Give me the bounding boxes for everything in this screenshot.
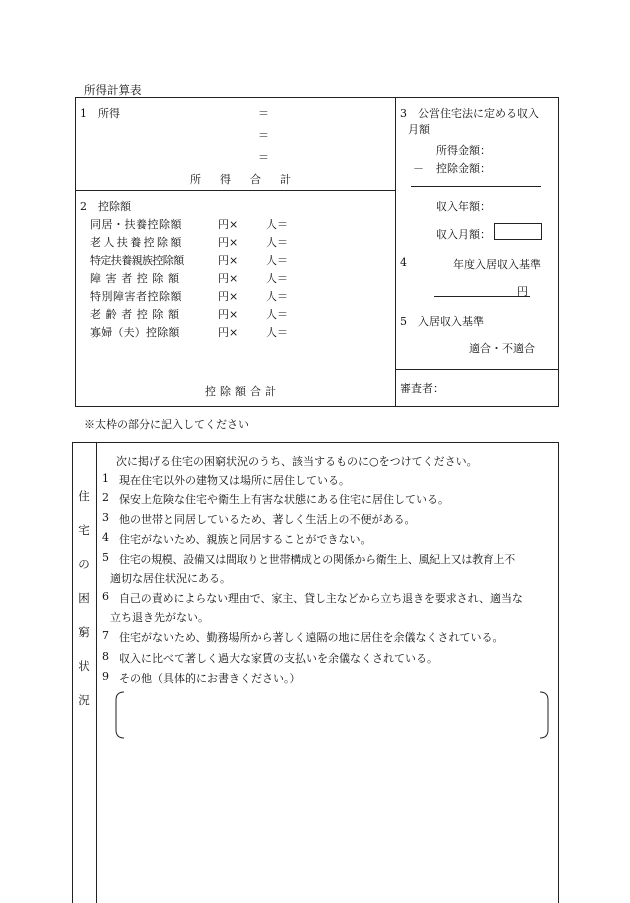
public-housing-heading: 3 公営住宅法に定める収入 bbox=[400, 107, 539, 120]
hardship-item-num: 7 bbox=[102, 629, 109, 642]
deduction-count: 人＝ bbox=[266, 326, 288, 339]
hardship-item-text[interactable]: 住宅の規模、設備又は間取りと世帯構成との関係から衛生上、風紀上又は教育上不 bbox=[119, 553, 515, 566]
deduction-count: 人＝ bbox=[266, 218, 288, 231]
hardship-item-num: 6 bbox=[102, 590, 109, 603]
hardship-item-num: 9 bbox=[102, 670, 109, 683]
table-divider-vertical bbox=[395, 97, 396, 407]
hardship-item-text[interactable]: 自己の責めによらない理由で、家主、貸し主などから立ち退きを要求され、適当な bbox=[119, 592, 523, 605]
deduction-amount-label: 控除金額： bbox=[436, 162, 491, 175]
hardship-item-text[interactable]: 住宅がないため、勤務場所から著しく遠隔の地に居住を余儀なくされている。 bbox=[119, 631, 504, 644]
deduction-count: 人＝ bbox=[266, 308, 288, 321]
reviewer-label: 審査者： bbox=[400, 382, 444, 395]
table-divider-left bbox=[75, 190, 395, 191]
suitability-result[interactable]: 適合・不適合 bbox=[469, 342, 535, 355]
deduction-label: 特別障害者控除額 bbox=[90, 290, 182, 303]
hardship-item-text[interactable]: 保安上危険な住宅や衛生上有害な状態にある住宅に居住している。 bbox=[119, 493, 449, 506]
standard-label: 年度入居収入基準 bbox=[453, 258, 541, 271]
hardship-side-label-char: 困 bbox=[78, 591, 90, 605]
hardship-item-text[interactable]: その他（具体的にお書きください。） bbox=[119, 672, 301, 685]
deduction-unit: 円× bbox=[218, 218, 239, 231]
fill-in-note: ※太枠の部分に記入してください bbox=[84, 418, 249, 431]
hardship-item-text[interactable]: 収入に比べて著しく過大な家賃の支払いを余儀なくされている。 bbox=[119, 652, 438, 665]
deduction-unit: 円× bbox=[218, 308, 239, 321]
deduction-label: 老人扶養控除額 bbox=[90, 236, 184, 249]
income-eq-3: ＝ bbox=[258, 151, 269, 164]
hardship-item-text-cont: 立ち退き先がない。 bbox=[110, 611, 209, 624]
hardship-table-right bbox=[558, 442, 559, 903]
annual-income-label: 収入年額： bbox=[436, 200, 491, 213]
public-housing-heading-cont: 月額 bbox=[408, 123, 430, 136]
standard-yen: 円 bbox=[517, 285, 528, 298]
form-title: 所得計算表 bbox=[84, 83, 142, 97]
deductions-heading: 2 控除額 bbox=[80, 200, 131, 213]
deductions-total-label: 控除額合計 bbox=[205, 385, 280, 398]
hardship-side-label-char: 窮 bbox=[78, 625, 90, 639]
hardship-item-text[interactable]: 住宅がないため、親族と同居することができない。 bbox=[119, 533, 372, 546]
income-eq-1: ＝ bbox=[258, 107, 269, 120]
hardship-side-label-char: 状 bbox=[78, 659, 90, 673]
hardship-item-num: 3 bbox=[102, 511, 109, 524]
hardship-item-text[interactable]: 他の世帯と同居しているため、著しく生活上の不便がある。 bbox=[119, 513, 416, 526]
deduction-label: 同居・扶養控除額 bbox=[90, 218, 182, 231]
hardship-table-left bbox=[72, 442, 73, 903]
hardship-table-top bbox=[72, 442, 559, 443]
deduction-label: 特定扶養親族控除額 bbox=[90, 254, 184, 267]
hardship-item-text-cont: 適切な居住状況にある。 bbox=[110, 572, 231, 585]
standard-amount-line bbox=[434, 296, 530, 297]
deduction-count: 人＝ bbox=[266, 254, 288, 267]
table-divider-right bbox=[395, 369, 559, 370]
hardship-side-label-char: 宅 bbox=[78, 523, 90, 537]
income-eq-2: ＝ bbox=[258, 129, 269, 142]
deduction-unit: 円× bbox=[218, 254, 239, 267]
income-total-label: 所 得 合 計 bbox=[190, 173, 295, 186]
standard-num: 4 bbox=[400, 256, 407, 269]
right-bracket-icon bbox=[540, 692, 548, 738]
deduction-unit: 円× bbox=[218, 326, 239, 339]
deduction-label: 寡婦（夫）控除額 bbox=[90, 326, 180, 339]
hardship-item-num: 4 bbox=[102, 531, 109, 544]
other-details-field[interactable] bbox=[112, 690, 552, 742]
subtraction-line bbox=[411, 186, 541, 187]
monthly-income-label: 収入月額： bbox=[436, 228, 491, 241]
deduction-label: 老齢者控除額 bbox=[90, 308, 184, 321]
hardship-item-num: 2 bbox=[102, 491, 109, 504]
hardship-side-label-char: 住 bbox=[78, 489, 90, 503]
standard5-heading: 5 入居収入基準 bbox=[400, 315, 484, 328]
left-bracket-icon bbox=[116, 692, 124, 738]
income-amount-label: 所得金額： bbox=[436, 144, 491, 157]
hardship-item-num: 8 bbox=[102, 650, 109, 663]
monthly-income-field[interactable] bbox=[494, 223, 542, 240]
hardship-intro: 次に掲げる住宅の困窮状況のうち、該当するものに○をつけてください。 bbox=[116, 455, 478, 468]
deduction-count: 人＝ bbox=[266, 236, 288, 249]
hardship-side-label-char: 況 bbox=[78, 693, 90, 707]
deduction-label: 障害者控除額 bbox=[90, 272, 184, 285]
deduction-unit: 円× bbox=[218, 290, 239, 303]
hardship-side-label-char: の bbox=[78, 557, 90, 571]
hardship-item-text[interactable]: 現在住宅以外の建物又は場所に居住している。 bbox=[119, 474, 350, 487]
minus-sign: － bbox=[413, 162, 424, 175]
deduction-count: 人＝ bbox=[266, 290, 288, 303]
deduction-unit: 円× bbox=[218, 236, 239, 249]
deduction-count: 人＝ bbox=[266, 272, 288, 285]
deduction-unit: 円× bbox=[218, 272, 239, 285]
income-heading: 1 所得 bbox=[80, 107, 120, 120]
hardship-item-num: 1 bbox=[102, 472, 109, 485]
hardship-item-num: 5 bbox=[102, 551, 109, 564]
hardship-table-divider bbox=[96, 442, 97, 903]
